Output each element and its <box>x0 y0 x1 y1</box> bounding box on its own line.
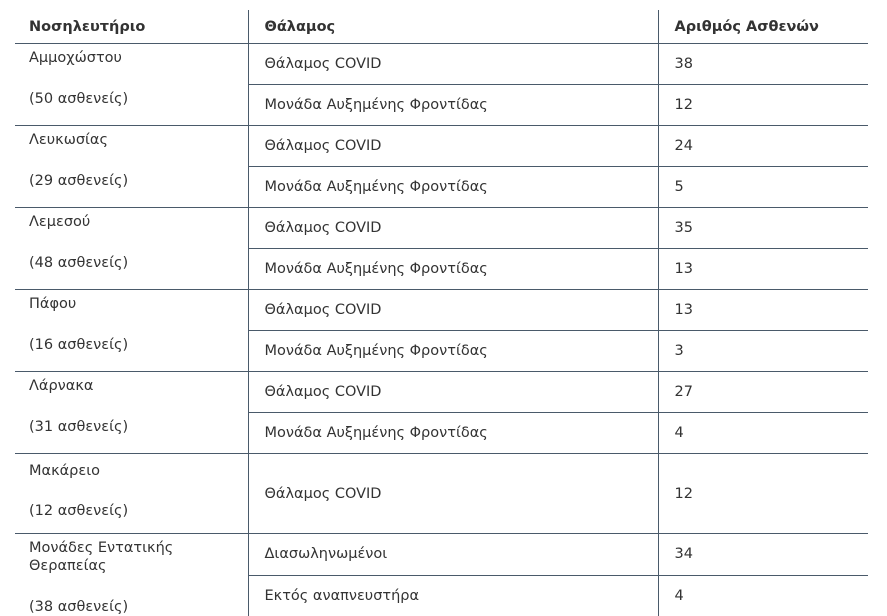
ward-cell: Μονάδα Αυξημένης Φροντίδας <box>248 413 658 454</box>
table-row <box>15 454 868 534</box>
ward-cell: Θάλαμος COVID <box>248 126 658 167</box>
table-row <box>15 290 868 331</box>
hospital-name: Μονάδες Εντατικής Θεραπείας <box>29 539 248 575</box>
hospital-cell <box>15 372 248 454</box>
hospital-name: Πάφου <box>29 295 248 313</box>
count-cell: 34 <box>658 534 868 576</box>
hospital-total: (12 ασθενείς) <box>29 502 248 520</box>
ward-cell: Θάλαμος COVID <box>248 208 658 249</box>
hospital-total: (31 ασθενείς) <box>29 418 248 436</box>
count-cell: 13 <box>658 290 868 331</box>
hospital-name: Λευκωσίας <box>29 131 248 149</box>
hospital-name: Μακάρειο <box>29 462 248 480</box>
ward-cell: Μονάδα Αυξημένης Φροντίδας <box>248 85 658 126</box>
header-hospital: Νοσηλευτήριο <box>15 10 248 44</box>
table-row <box>15 126 868 167</box>
table-row <box>15 534 868 576</box>
ward-cell: Εκτός αναπνευστήρα <box>248 575 658 616</box>
hospital-total: (16 ασθενείς) <box>29 336 248 354</box>
hospital-cell <box>15 290 248 372</box>
count-cell: 38 <box>658 44 868 85</box>
hospital-cell <box>15 534 248 616</box>
hospital-cell <box>15 208 248 290</box>
ward-cell: Μονάδα Αυξημένης Φροντίδας <box>248 167 658 208</box>
ward-cell: Θάλαμος COVID <box>248 454 658 534</box>
hospital-name: Λεμεσού <box>29 213 248 231</box>
header-ward: Θάλαμος <box>248 10 658 44</box>
table-row <box>15 44 868 85</box>
count-cell: 13 <box>658 249 868 290</box>
table-row <box>15 372 868 413</box>
count-cell: 24 <box>658 126 868 167</box>
header-count: Αριθμός Ασθενών <box>658 10 868 44</box>
hospital-total: (48 ασθενείς) <box>29 254 248 272</box>
count-cell: 35 <box>658 208 868 249</box>
hospital-name: Αμμοχώστου <box>29 49 248 67</box>
count-cell: 3 <box>658 331 868 372</box>
hospital-cell <box>15 454 248 534</box>
table-header-row <box>15 10 868 44</box>
ward-cell: Θάλαμος COVID <box>248 44 658 85</box>
ward-cell: Μονάδα Αυξημένης Φροντίδας <box>248 331 658 372</box>
hospital-total: (38 ασθενείς) <box>29 598 248 616</box>
ward-cell: Μονάδα Αυξημένης Φροντίδας <box>248 249 658 290</box>
patients-table <box>15 10 868 616</box>
count-cell: 5 <box>658 167 868 208</box>
hospital-total: (29 ασθενείς) <box>29 172 248 190</box>
ward-cell: Διασωληνωμένοι <box>248 534 658 576</box>
count-cell: 12 <box>658 85 868 126</box>
ward-cell: Θάλαμος COVID <box>248 372 658 413</box>
table-row <box>15 208 868 249</box>
hospital-cell <box>15 126 248 208</box>
hospital-total: (50 ασθενείς) <box>29 90 248 108</box>
count-cell: 27 <box>658 372 868 413</box>
ward-cell: Θάλαμος COVID <box>248 290 658 331</box>
count-cell: 12 <box>658 454 868 534</box>
count-cell: 4 <box>658 413 868 454</box>
count-cell: 4 <box>658 575 868 616</box>
hospital-name: Λάρνακα <box>29 377 248 395</box>
hospital-cell <box>15 44 248 126</box>
